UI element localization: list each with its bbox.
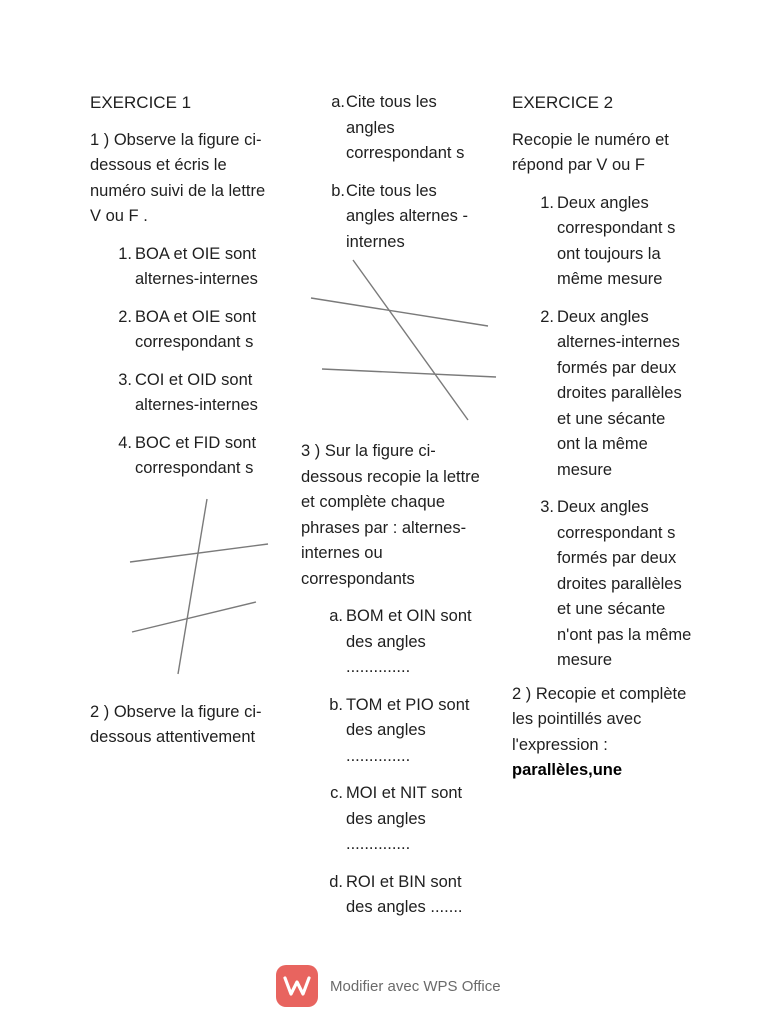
list-item <box>301 870 481 921</box>
list-item <box>301 90 481 167</box>
wps-logo-icon <box>276 965 318 1007</box>
list-text: BOM et OIN sont des angles .............. <box>346 607 472 676</box>
list-item <box>512 495 692 674</box>
secant-line <box>178 499 207 674</box>
column-2 <box>301 90 481 933</box>
figure-2 <box>301 257 501 423</box>
exercise-1-list <box>90 242 270 482</box>
column-1 <box>90 90 270 763</box>
list-item <box>301 604 481 681</box>
list-item <box>301 781 481 858</box>
exercise-2-title: EXERCICE 2 <box>512 93 614 112</box>
list-item <box>90 305 270 356</box>
list-number: 1. <box>118 244 132 263</box>
list-text: Deux angles correspondant s ont toujours la même mesure <box>557 193 676 288</box>
list-text: Cite tous les angles correspondant s <box>346 93 465 162</box>
exercise-1-title: EXERCICE 1 <box>90 93 192 112</box>
list-text: TOM et PIO sont des angles .............. <box>346 695 470 765</box>
list-item <box>512 191 692 293</box>
line-2 <box>322 369 496 377</box>
list-letter: b. <box>329 695 343 714</box>
list-letter: d. <box>329 872 343 891</box>
list-letter: b. <box>331 181 345 200</box>
list-item <box>90 431 270 482</box>
wps-footer[interactable] <box>276 964 501 1008</box>
fill-in-list <box>301 604 481 921</box>
list-number: 4. <box>118 433 132 452</box>
part-2-text: 2 ) Recopie et complète les pointillés avec l'expression : <box>512 684 687 754</box>
exercise-2-intro: Recopie le numéro et répond par V ou F <box>512 130 669 174</box>
part-3-instructions: 3 ) Sur la figure ci-dessous recopie la lettre et complète chaque phrases par : alternes-internes ou correspondants <box>301 442 480 588</box>
list-text: Deux angles correspondant s formés par deux droites parallèles et une sécante n'ont pas la même mesure <box>557 498 692 669</box>
list-number: 3. <box>118 370 132 389</box>
list-item <box>90 368 270 419</box>
questions-list <box>301 90 481 255</box>
list-number: 2. <box>540 307 554 326</box>
part-2-bold-text: parallèles,une <box>512 761 623 779</box>
w-glyph-icon <box>282 974 312 998</box>
exercise-2-part-2 <box>512 682 692 784</box>
list-text: Deux angles alternes-internes formés par deux droites parallèles et une sécante ont la même mesure <box>557 307 682 479</box>
list-letter: a. <box>331 93 345 111</box>
list-text: BOA et OIE sont alternes-internes <box>135 244 258 288</box>
list-number: 3. <box>540 498 554 516</box>
exercise-2-list <box>512 191 692 674</box>
list-item <box>90 242 270 293</box>
list-text: COI et OID sont alternes-internes <box>135 370 258 414</box>
list-item <box>301 179 481 256</box>
secant-line <box>353 260 468 420</box>
list-text: BOA et OIE sont correspondant s <box>135 307 257 351</box>
list-text: MOI et NIT sont des angles .............. <box>346 784 463 853</box>
list-text: ROI et BIN sont des angles ....... <box>346 872 463 916</box>
list-item <box>512 305 692 484</box>
column-3 <box>512 90 692 796</box>
list-number: 1. <box>540 193 554 212</box>
line-2 <box>132 602 256 632</box>
list-text: BOC et FID sont correspondant s <box>135 433 257 477</box>
exercise-1-intro: 1 ) Observe la figure ci-dessous et écris le numéro suivi de la lettre V ou F . <box>90 130 266 225</box>
list-letter: a. <box>329 607 343 625</box>
list-number: 2. <box>118 307 132 326</box>
list-item <box>301 693 481 770</box>
list-letter: c. <box>330 784 343 802</box>
footer-text: Modifier avec WPS Office <box>330 977 501 995</box>
list-text: Cite tous les angles alternes -internes <box>346 181 468 251</box>
exercise-1-part-2: 2 ) Observe la figure ci-dessous attentivement <box>90 702 262 746</box>
line-1 <box>311 298 488 326</box>
figure-1 <box>90 494 270 684</box>
